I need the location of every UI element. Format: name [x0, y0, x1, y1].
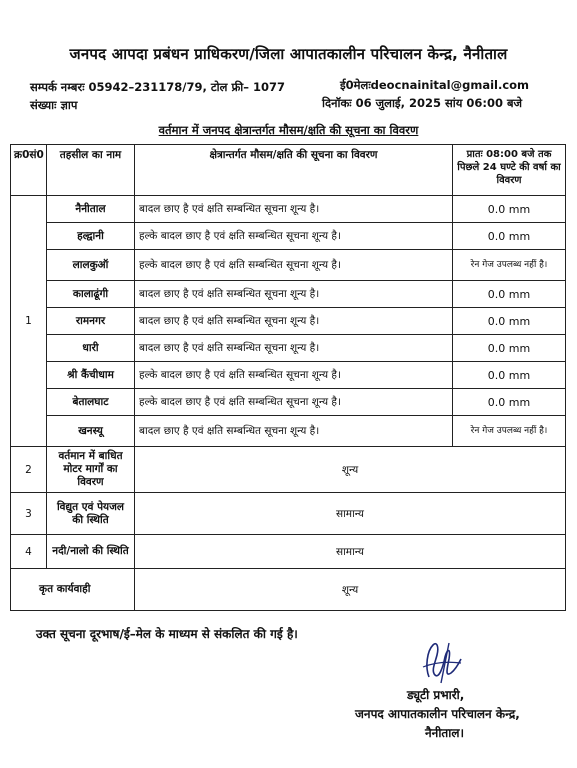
rainfall-value: 0.0 mm — [453, 223, 566, 250]
weather-description: बादल छाए है एवं क्षति सम्बन्धित सूचना शून्य है। — [135, 335, 453, 362]
footer-note: उक्त सूचना दूरभाष/ई–मेल के माध्यम से संकलित की गई है। — [36, 627, 298, 641]
rainfall-value: 0.0 mm — [453, 281, 566, 308]
tehsil-name: रामनगर — [47, 308, 135, 335]
weather-description: हल्के बादल छाए है एवं क्षति सम्बन्धित सूचना शून्य है। — [135, 223, 453, 250]
weather-description: बादल छाए है एवं क्षति सम्बन्धित सूचना शून्य है। — [135, 281, 453, 308]
table-row — [11, 535, 566, 569]
table-row — [11, 569, 566, 611]
weather-description: हल्के बादल छाए है एवं क्षति सम्बन्धित सूचना शून्य है। — [135, 250, 453, 281]
table-header-row — [11, 145, 566, 196]
table-row — [11, 335, 566, 362]
tehsil-name: लालकुऑ — [47, 250, 135, 281]
category-label: वर्तमान में बाधित मोटर मार्गों का विवरण — [47, 447, 135, 493]
section-number: 1 — [11, 196, 47, 447]
category-label: नदी/नालो की स्थिति — [47, 535, 135, 569]
rainfall-value: 0.0 mm — [453, 308, 566, 335]
table-row — [11, 389, 566, 416]
tehsil-name: श्री कैंचीधाम — [47, 362, 135, 389]
table-row — [11, 223, 566, 250]
category-value: शून्य — [135, 569, 566, 611]
rainfall-value: रेन गेज उपलब्ध नहीं है। — [453, 416, 566, 447]
tehsil-name: नैनीताल — [47, 196, 135, 223]
header-description: क्षेत्रान्तर्गत मौसम/क्षति की सूचना का विवरण — [135, 145, 453, 196]
header-tehsil: तहसील का नाम — [47, 145, 135, 196]
section-number: 4 — [11, 535, 47, 569]
rainfall-value: 0.0 mm — [453, 389, 566, 416]
email-address: ई0मेलःdeocnainital@gmail.com — [340, 78, 530, 92]
tehsil-name: कालाढूंगी — [47, 281, 135, 308]
tehsil-name: हल्द्वानी — [47, 223, 135, 250]
rainfall-value: 0.0 mm — [453, 362, 566, 389]
category-value: शून्य — [135, 447, 566, 493]
signatory-office: जनपद आपातकालीन परिचालन केन्द्र, — [355, 707, 520, 721]
report-table — [10, 144, 566, 611]
rainfall-value: 0.0 mm — [453, 196, 566, 223]
tehsil-name: धारी — [47, 335, 135, 362]
signatory-title: ड्यूटी प्रभारी, — [407, 688, 465, 702]
tehsil-name: खनस्यू — [47, 416, 135, 447]
weather-description: हल्के बादल छाए है एवं क्षति सम्बन्धित सूचना शून्य है। — [135, 389, 453, 416]
table-row — [11, 362, 566, 389]
table-row — [11, 447, 566, 493]
section-number: 3 — [11, 493, 47, 535]
table-row — [11, 250, 566, 281]
header-rainfall: प्रातः 08:00 बजे तक पिछले 24 घण्टे की वर्षा का विवरण — [453, 145, 566, 196]
table-row — [11, 281, 566, 308]
reference-number: संख्याः ज्ञाप — [30, 98, 78, 112]
rainfall-value: रेन गेज उपलब्ध नहीं है। — [453, 250, 566, 281]
weather-description: बादल छाए है एवं क्षति सम्बन्धित सूचना शून्य है। — [135, 416, 453, 447]
category-label: कृत कार्यवाही — [11, 569, 135, 611]
table-row — [11, 308, 566, 335]
rainfall-value: 0.0 mm — [453, 335, 566, 362]
table-row — [11, 493, 566, 535]
weather-description: बादल छाए है एवं क्षति सम्बन्धित सूचना शून्य है। — [135, 308, 453, 335]
report-date: दिनॉकः 06 जुलाई, 2025 सांय 06:00 बजे — [322, 96, 523, 110]
category-value: सामान्य — [135, 493, 566, 535]
table-row — [11, 196, 566, 223]
section-number: 2 — [11, 447, 47, 493]
table-row — [11, 416, 566, 447]
tehsil-name: बेतालघाट — [47, 389, 135, 416]
weather-description: बादल छाए है एवं क्षति सम्बन्धित सूचना शून्य है। — [135, 196, 453, 223]
signature-mark — [415, 637, 465, 685]
signatory-location: नैनीताल। — [425, 726, 465, 740]
category-value: सामान्य — [135, 535, 566, 569]
weather-description: हल्के बादल छाए है एवं क्षति सम्बन्धित सूचना शून्य है। — [135, 362, 453, 389]
signature-block — [355, 686, 575, 743]
table-subtitle — [0, 123, 577, 138]
contact-number: सम्पर्क नम्बरः 05942–231178/79, टोल फ्री– 1077 — [30, 80, 286, 94]
table-subtitle-text: वर्तमान में जनपद क्षेत्रान्तर्गत मौसम/क्षति की सूचना का विवरण — [158, 123, 419, 137]
category-label: विद्युत एवं पेयजल की स्थिति — [47, 493, 135, 535]
document-title: जनपद आपदा प्रबंधन प्राधिकरण/जिला आपातकालीन परिचालन केन्द्र, नैनीताल — [69, 45, 508, 63]
header-sn: क्र0सं0 — [11, 145, 47, 196]
